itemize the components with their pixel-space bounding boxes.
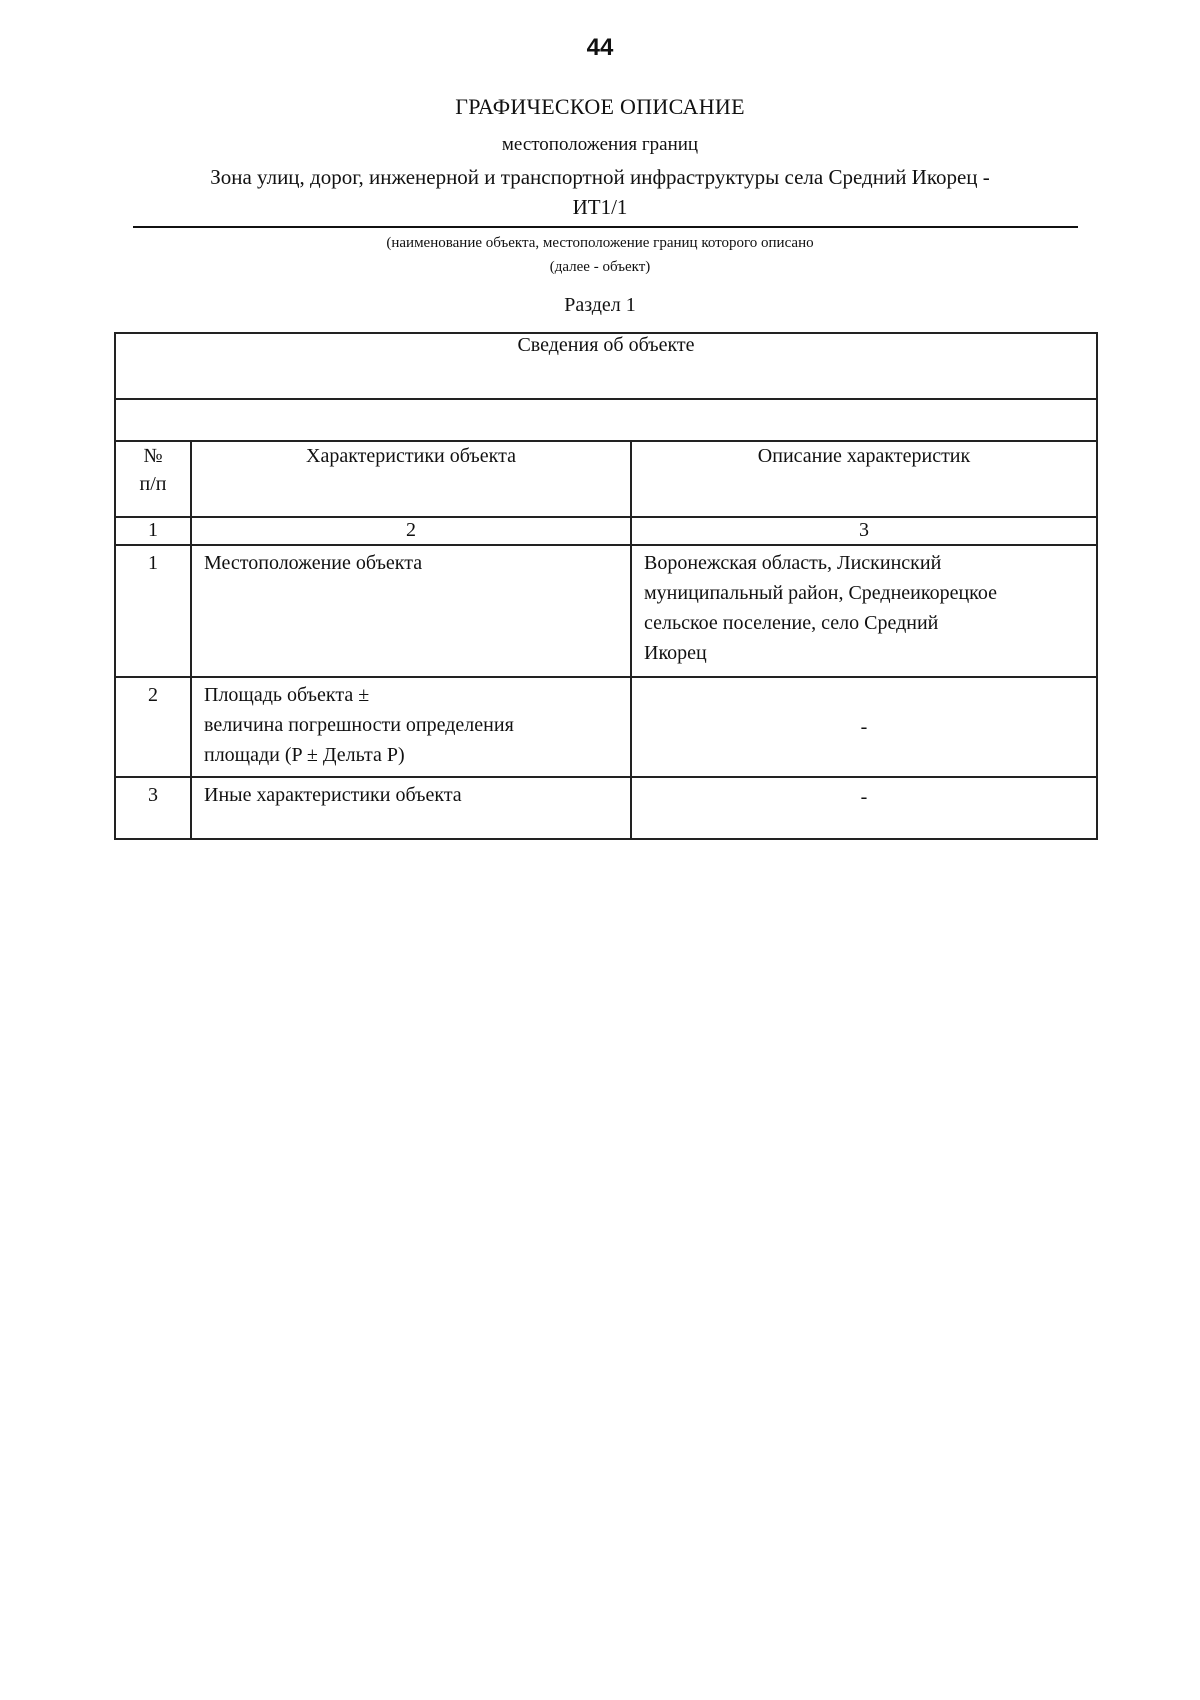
description-text — [632, 546, 1096, 672]
page-number: 44 — [586, 34, 614, 61]
characteristic-line: Площадь объекта ± — [204, 684, 370, 706]
object-info-table — [114, 332, 1098, 840]
object-name-hint — [0, 231, 1200, 279]
header-number — [115, 441, 191, 517]
section-heading: Раздел 1 — [564, 294, 636, 316]
table-row — [115, 777, 1097, 839]
header-number-line-1: № — [143, 445, 163, 467]
characteristic-text — [192, 678, 630, 774]
description-line: муниципальный район, Среднеикорецкое — [644, 582, 997, 604]
table-row — [115, 545, 1097, 677]
row-description: - — [631, 777, 1097, 839]
row-characteristic — [191, 777, 631, 839]
row-number: 2 — [115, 677, 191, 777]
header-description: Описание характеристик — [631, 441, 1097, 517]
row-description: - — [631, 677, 1097, 777]
hint-line-2: (далее - объект) — [549, 259, 651, 275]
underline-divider — [133, 226, 1078, 228]
document-title: ГРАФИЧЕСКОЕ ОПИСАНИЕ — [455, 94, 745, 119]
empty-cell — [115, 399, 1097, 441]
row-description — [631, 545, 1097, 677]
row-number: 3 — [115, 777, 191, 839]
object-name-line-1: Зона улиц, дорог, инженерной и транспортной инфраструктуры села Средний Икорец - — [210, 165, 990, 189]
table-caption-row — [115, 333, 1097, 399]
row-characteristic — [191, 677, 631, 777]
row-number: 1 — [115, 545, 191, 677]
hint-line-1: (наименование объекта, местоположение границ которого описано — [386, 235, 814, 251]
description-line: Воронежская область, Лискинский — [644, 552, 942, 574]
characteristic-text: Местоположение объекта — [204, 552, 423, 574]
object-name — [120, 162, 1080, 222]
description-line: сельское поселение, село Средний — [644, 612, 939, 634]
characteristic-text: Иные характеристики объекта — [204, 784, 462, 806]
table-caption: Сведения об объекте — [115, 333, 1097, 399]
characteristic-line: величина погрешности определения — [204, 714, 514, 736]
column-number-row — [115, 517, 1097, 545]
table-row — [115, 677, 1097, 777]
object-name-line-2: ИТ1/1 — [572, 195, 628, 219]
characteristic-line: площади (P ± Дельта P) — [204, 744, 405, 766]
document-subtitle: местоположения границ — [501, 134, 699, 155]
header-number-line-2: п/п — [139, 473, 167, 495]
column-number: 2 — [191, 517, 631, 545]
table-header-row — [115, 441, 1097, 517]
column-number: 3 — [631, 517, 1097, 545]
table-empty-row — [115, 399, 1097, 441]
column-number: 1 — [115, 517, 191, 545]
header-characteristics: Характеристики объекта — [191, 441, 631, 517]
row-characteristic — [191, 545, 631, 677]
description-line: Икорец — [644, 642, 707, 664]
